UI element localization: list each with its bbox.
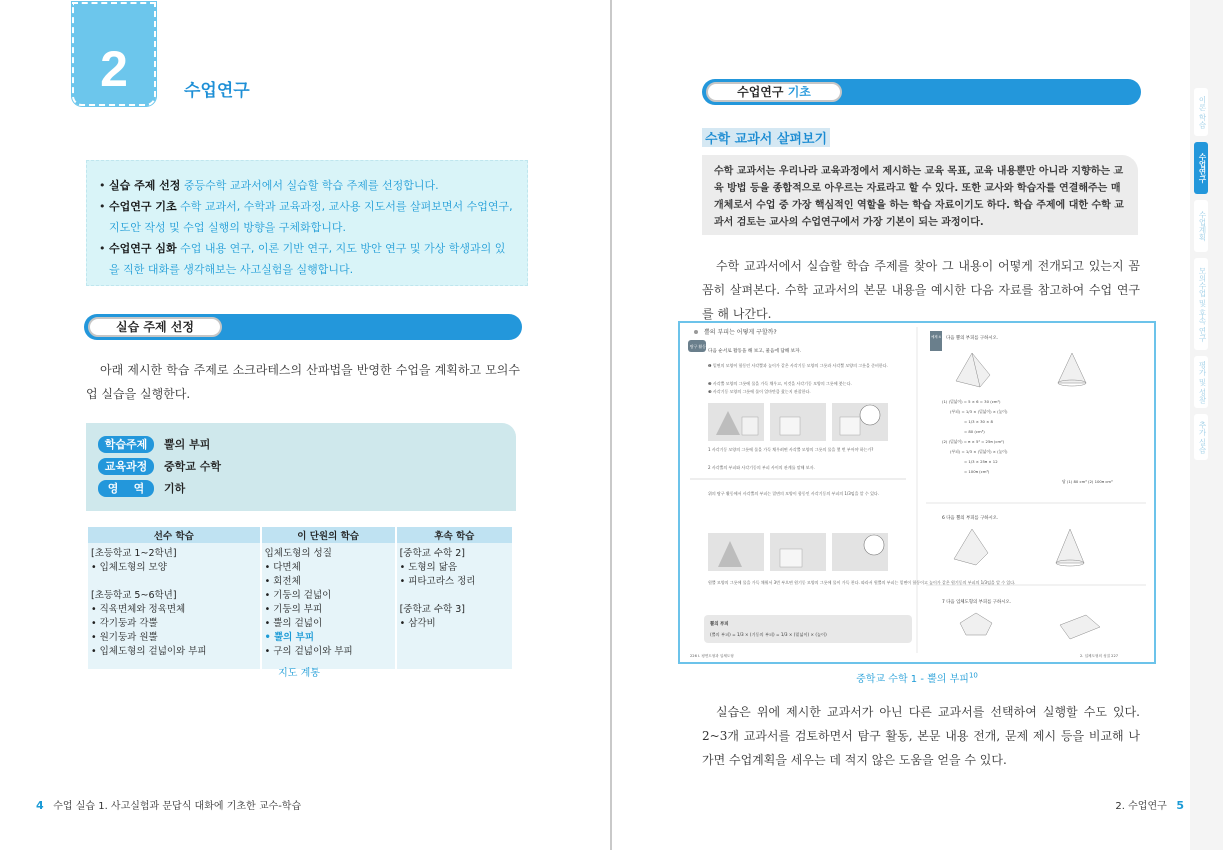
textbook-excerpt-image bbox=[678, 321, 1156, 664]
table-cell-line: • 도형의 닮음 bbox=[399, 562, 458, 573]
table-cell-line bbox=[400, 589, 509, 603]
running-title: 수업 실습 1. 사고실험과 문답식 대화에 기초한 교수-학습 bbox=[53, 801, 302, 812]
example-label: 예제 4 bbox=[931, 335, 941, 339]
solution-line: (2) (밑넓이) = π × 5² = 25π (cm²) bbox=[942, 439, 1005, 444]
body-paragraph: 실습은 위에 제시한 교과서가 아닌 다른 교과서를 선택하여 실행할 수도 있다. 2~3개 교과서를 검토하면서 탐구 활동, 본문 내용 전개, 문제 제시 등을 비교해 나가면 수업계획을 세우는 데 적지 않은 도움을 얻을 수 있다. bbox=[702, 705, 1140, 767]
answer: 답 (1) 80 cm³ (2) 100π cm³ bbox=[1062, 479, 1113, 484]
formula: (뿔의 부피) = 1/3 × (기둥의 부피) = 1/3 × (밑넓이) × (높이) bbox=[710, 632, 827, 637]
overview-item: • 실습 주제 선정 중등수학 교과서에서 실습할 학습 주제를 선정합니다. bbox=[99, 179, 439, 192]
solution-line: = 80 (cm³) bbox=[964, 429, 985, 434]
image-caption: 중학교 수학 1 - 뿔의 부피$^{10}$ bbox=[856, 671, 978, 685]
summary-box: 수학 교과서는 우리나라 교육과정에서 제시하는 교육 목표, 교육 내용뿐만 아니라 지향하는 교육 방법 등을 종합적으로 아우르는 자료라고 할 수 있다. 또한 교사와 학습자를 연결해주는 매개체로서 수업 중 가장 핵심적인 역할을 하는 학습 자료이기도 하다. 학습 주제에 대한 수학 교과서 검토는 교사의 수업연구에서 가장 기본이 되는 과정이다. bbox=[702, 155, 1138, 235]
side-tab-extra-practice[interactable]: 추가 실습 bbox=[1194, 414, 1208, 460]
example-badge bbox=[930, 331, 942, 351]
table-cell-line: • 뿔의 겉넓이 bbox=[264, 618, 323, 629]
chapter-badge bbox=[72, 2, 156, 106]
table-cell-line: • 입체도형의 모양 bbox=[91, 562, 167, 573]
footer-left bbox=[36, 797, 301, 812]
table-caption: 지도 계통 bbox=[278, 668, 320, 679]
topic-row bbox=[98, 455, 504, 477]
body-text: 원뿔 모양의 그릇에 물을 가득 채워서 3번 부으면 원기둥 모양의 그릇에 물이 가득 찬다. 따라서 원뿔의 부피는 밑면이 합동이고 높이가 같은 원기둥의 부피의 1/3임을 알 수 있다. bbox=[708, 580, 1016, 585]
chapter-number: 2 bbox=[100, 41, 128, 97]
formula-box bbox=[704, 615, 912, 643]
section-title: 수업연구 기초 bbox=[706, 82, 842, 102]
solution-line: = 100π (cm³) bbox=[964, 469, 990, 474]
problem: 7 다음 입체도형의 부피를 구하시오. bbox=[942, 600, 1012, 605]
question: 2 사각뿔의 부피와 사각기둥의 부피 사이의 관계를 말해 보자. bbox=[708, 465, 815, 470]
solution-line: (부피) = 1/3 × (밑넓이) × (높이) bbox=[950, 449, 1008, 454]
textbook-title: 뿔의 부피는 어떻게 구할까? bbox=[704, 329, 777, 336]
chapter-side-tabs bbox=[1190, 0, 1223, 850]
activity-step: ❷ 사각뿔 모양의 그릇에 물을 가득 채우고, 이것을 사각기둥 모양의 그릇에 붓는다. bbox=[708, 381, 852, 386]
side-tab-lesson-research[interactable]: 수업연구 bbox=[1194, 142, 1208, 194]
solution-line: (1) (밑넓이) = 5 × 6 = 30 (cm²) bbox=[942, 399, 1001, 404]
activity-step: ❶ 밑면의 모양이 합동인 사각뿔과 높이가 같은 사각기둥 모양의 그릇과 사각뿔 모양의 그릇을 준비한다. bbox=[708, 363, 888, 368]
question: 1 사각기둥 모양의 그릇에 물을 가득 채우려면 사각뿔 모양의 그릇의 물을 몇 번 부어야 하는가? bbox=[708, 447, 874, 452]
table-cell-line: • 기둥의 부피 bbox=[264, 604, 323, 615]
table-cell-line: • 뿔의 부피 bbox=[264, 632, 315, 643]
curriculum-table bbox=[86, 527, 512, 669]
topic-box bbox=[86, 423, 516, 511]
table-cell-line: [중학교 수학 3] bbox=[399, 604, 465, 615]
formula-title: 뿔의 부피 bbox=[710, 622, 729, 627]
table-header: 선수 학습 bbox=[87, 527, 261, 543]
table-cell-line: [중학교 수학 2] bbox=[399, 548, 465, 559]
table-cell-line: • 구의 겉넓이와 부피 bbox=[264, 646, 353, 657]
textbook-page-left: 226 I. 평면도형과 입체도형 bbox=[690, 654, 734, 658]
section-header-bar bbox=[702, 79, 1141, 105]
body-paragraph: 수학 교과서에서 실습할 학습 주제를 찾아 그 내용이 어떻게 전개되고 있는지 꼼꼼히 살펴본다. 수학 교과서의 본문 내용을 예시한 다음 자료를 참고하여 수업 연구를 해 나간다. bbox=[702, 259, 1140, 321]
section-title: 실습 주제 선정 bbox=[88, 317, 222, 337]
topic-value: 기하 bbox=[164, 482, 186, 495]
table-cell-line: • 원기둥과 원뿔 bbox=[91, 632, 158, 643]
side-tab-lesson-plan[interactable]: 수업계획 bbox=[1194, 200, 1208, 252]
overview-item: • 수업연구 기초 수학 교과서, 수학과 교육과정, 교사용 지도서를 살펴보면서 수업연구, 지도안 작성 및 수업 실행의 방향을 구체화합니다. bbox=[99, 200, 513, 234]
example-question: 다음 뿔의 부피를 구하시오. bbox=[946, 336, 999, 341]
textbook-page-right: 2. 입체도형의 성질 227 bbox=[1080, 654, 1119, 658]
table-cell-prior bbox=[87, 543, 261, 669]
solution-line: = 1/3 × 30 × 8 bbox=[964, 419, 993, 424]
table-cell-line: • 다면체 bbox=[264, 562, 301, 573]
intro-paragraph: 아래 제시한 학습 주제로 소크라테스의 산파법을 반영한 수업을 계획하고 모의수업 실습을 실행한다. bbox=[86, 363, 520, 401]
table-cell-line: • 삼각비 bbox=[399, 618, 436, 629]
table-cell-next bbox=[396, 543, 512, 669]
side-tab-evaluation[interactable]: 평가 및 성찰 bbox=[1194, 356, 1208, 408]
page-number: 5 bbox=[1176, 799, 1184, 812]
footer-right bbox=[1115, 797, 1184, 812]
topic-tag: 학습주제 bbox=[98, 436, 154, 453]
table-cell-line: 입체도형의 성질 bbox=[264, 548, 332, 559]
chapter-overview-box bbox=[86, 160, 528, 286]
right-page bbox=[612, 0, 1223, 850]
table-cell-line: • 각기둥과 각뿔 bbox=[91, 618, 158, 629]
table-cell-line: • 직육면체와 정육면체 bbox=[91, 604, 186, 615]
table-cell-line: [초등학교 5~6학년] bbox=[91, 590, 177, 601]
solution-line: (부피) = 1/3 × (밑넓이) × (높이) bbox=[950, 409, 1008, 414]
side-tab-theory[interactable]: 이론 학습 bbox=[1194, 88, 1208, 136]
left-page bbox=[0, 0, 610, 850]
chapter-title: 수업연구 bbox=[184, 81, 250, 101]
topic-row bbox=[98, 433, 504, 455]
table-cell-line: • 피타고라스 정리 bbox=[399, 576, 476, 587]
topic-tag: 교육과정 bbox=[98, 458, 154, 475]
textbook-spread bbox=[680, 323, 1154, 662]
section-header-bar bbox=[84, 314, 522, 340]
running-title: 2. 수업연구 bbox=[1115, 801, 1167, 812]
page-number: 4 bbox=[36, 799, 44, 812]
side-tab-mock-lesson[interactable]: 모의수업 및 후속 연구 bbox=[1194, 258, 1208, 350]
activity-label: 탐구 활동 bbox=[690, 344, 706, 349]
subsection-heading: 수학 교과서 살펴보기 bbox=[702, 128, 830, 147]
table-cell-line: • 입체도형의 겉넓이와 부피 bbox=[91, 646, 207, 657]
topic-row bbox=[98, 477, 504, 499]
topic-value: 뿔의 부피 bbox=[164, 438, 211, 451]
table-header: 이 단원의 학습 bbox=[261, 527, 396, 543]
table-cell-line: • 기둥의 겉넓이 bbox=[264, 590, 332, 601]
table-cell-line: • 회전체 bbox=[264, 576, 301, 587]
activity-title: 다음 순서로 활동을 해 보고, 물음에 답해 보자. bbox=[708, 349, 802, 354]
activity-step: ❸ 사각기둥 모양의 그릇에 물이 얼마만큼 찼는지 관찰한다. bbox=[708, 389, 811, 394]
topic-tag: 영 역 bbox=[98, 480, 154, 497]
topic-value: 중학교 수학 bbox=[164, 460, 221, 473]
solution-line: = 1/3 × 25π × 12 bbox=[964, 459, 998, 464]
table-cell-current bbox=[261, 543, 396, 669]
table-cell-line: [초등학교 1~2학년] bbox=[91, 548, 177, 559]
table-cell-line bbox=[91, 575, 257, 589]
body-text: 위의 탐구 활동에서 사각뿔의 부피는 밑면의 모양이 합동인 사각기둥의 부피의 1/3임을 알 수 있다. bbox=[708, 491, 880, 496]
overview-item: • 수업연구 심화 수업 내용 연구, 이론 기반 연구, 지도 방안 연구 및 가상 학생과의 있을 직한 대화를 생각해보는 사고실험을 실행합니다. bbox=[99, 242, 506, 276]
table-header: 후속 학습 bbox=[396, 527, 512, 543]
problem: 6 다음 뿔의 부피를 구하시오. bbox=[942, 516, 999, 521]
